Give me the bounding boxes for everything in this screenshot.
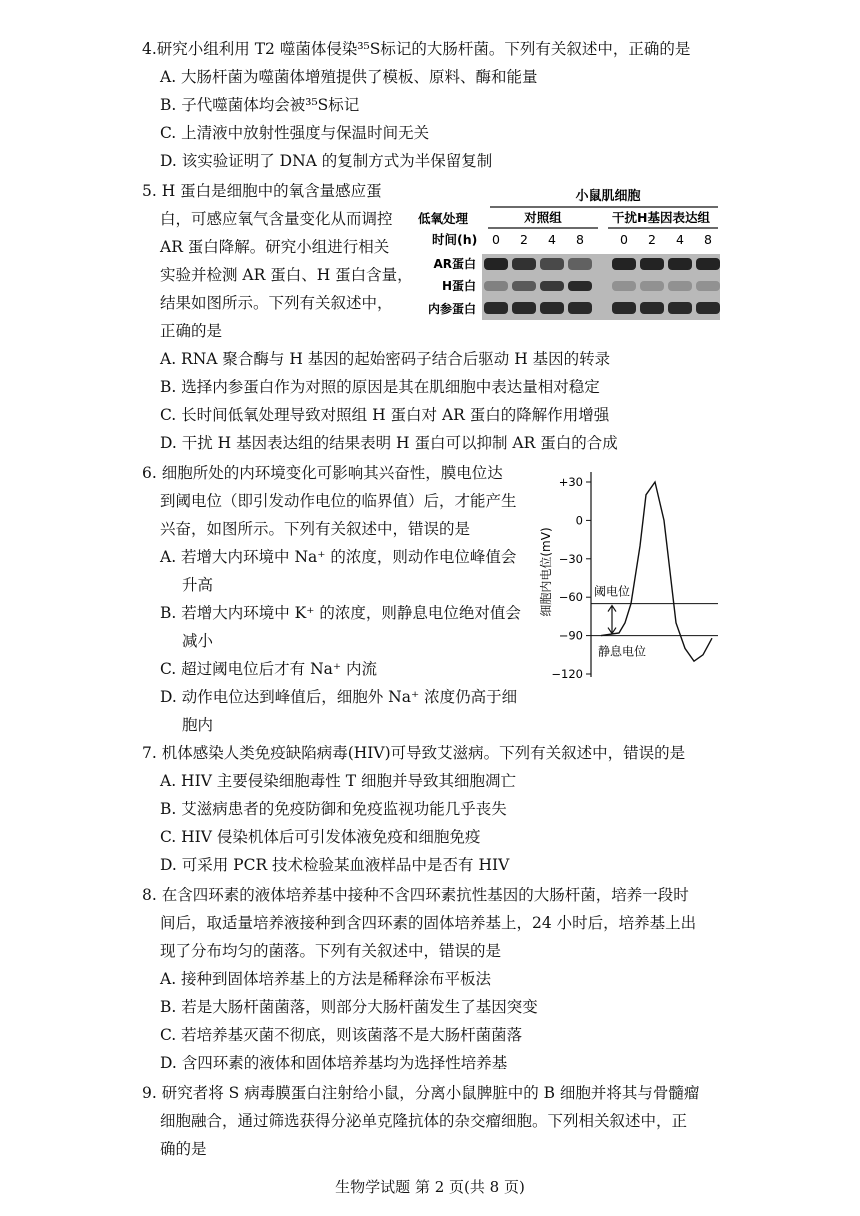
q9-stem-line: 9. 研究者将 S 病毒膜蛋白注射给小鼠，分离小鼠脾脏中的 B 细胞并将其与骨髓瘤: [142, 1084, 700, 1102]
blot-band: [640, 281, 664, 291]
q8-option-d: D. 含四环素的液体和固体培养基均为选择性培养基: [160, 1054, 508, 1072]
q5-stem-line: AR 蛋白降解。研究小组进行相关: [160, 238, 390, 256]
q5-option-d: D. 干扰 H 基因表达组的结果表明 H 蛋白可以抑制 AR 蛋白的合成: [160, 434, 618, 452]
q8-stem-line: 现了分布均匀的菌落。下列有关叙述中，错误的是: [160, 942, 502, 960]
q4-stem: 4.研究小组利用 T2 噬菌体侵染³⁵S标记的大肠杆菌。下列有关叙述中，正确的是: [142, 40, 691, 58]
group-control: 对照组: [524, 210, 562, 225]
time-tick-label: 8: [576, 232, 584, 247]
y-tick-label: +30: [558, 475, 583, 489]
time-ticks: [492, 232, 712, 247]
q7-option-a: A. HIV 主要侵染细胞毒性 T 细胞并导致其细胞凋亡: [160, 772, 517, 790]
blot-band: [568, 302, 592, 314]
q4-option-d: D. 该实验证明了 DNA 的复制方式为半保留复制: [160, 152, 493, 170]
q7-stem: 7. 机体感染人类免疫缺陷病毒(HIV)可导致艾滋病。下列有关叙述中，错误的是: [142, 744, 686, 762]
q9-stem-line: 确的是: [160, 1140, 207, 1158]
q8-option-b: B. 若是大肠杆菌菌落，则部分大肠杆菌发生了基因突变: [160, 998, 538, 1016]
time-tick-label: 0: [492, 232, 500, 247]
q5-stem-line: 正确的是: [160, 322, 223, 340]
blot-band: [668, 302, 692, 314]
q6-option-a-cont: 升高: [182, 576, 214, 594]
y-tick-label: −90: [558, 628, 583, 643]
q9-stem-line: 细胞融合，通过筛选获得分泌单克隆抗体的杂交瘤细胞。下列相关叙述中，正: [160, 1112, 688, 1130]
blot-band: [512, 281, 536, 291]
q4-option-b: B. 子代噬菌体均会被³⁵S标记: [160, 96, 360, 114]
blot-band: [568, 258, 592, 270]
q8-stem-line: 8. 在含四环素的液体培养基中接种不含四环素抗性基因的大肠杆菌，培养一段时: [142, 886, 689, 904]
q8-option-c: C. 若培养基灭菌不彻底，则该菌落不是大肠杆菌菌落: [160, 1026, 523, 1044]
q7-option-b: B. 艾滋病患者的免疫防御和免疫监视功能几乎丧失: [160, 800, 507, 818]
group-interfere: 干扰H基因表达组: [612, 210, 710, 225]
y-tick-label: 0: [575, 513, 583, 528]
blot-band: [640, 302, 664, 314]
blot-band: [512, 258, 536, 270]
y-tick-label: −30: [558, 551, 583, 566]
y-tick-label: −60: [558, 590, 583, 605]
blot-band: [484, 302, 508, 314]
blot-band: [512, 302, 536, 314]
q5-stem-line: 结果如图所示。下列有关叙述中，: [160, 294, 393, 312]
blot-band: [484, 281, 508, 291]
double-arrow-icon: [608, 606, 616, 634]
figure-title: 小鼠肌细胞: [575, 189, 641, 204]
q6-option-b: B. 若增大内环境中 K⁺ 的浓度，则静息电位绝对值会: [160, 604, 521, 622]
q5-option-a: A. RNA 聚合酶与 H 基因的起始密码子结合后驱动 H 基因的转录: [160, 350, 611, 368]
q7-option-d: D. 可采用 PCR 技术检验某血液样品中是否有 HIV: [160, 856, 510, 874]
time-tick-label: 2: [520, 232, 528, 247]
y-axis-label: 细胞内电位(mV): [539, 527, 553, 617]
blot-band: [612, 281, 636, 291]
q6-option-b-cont: 减小: [182, 632, 214, 650]
membrane-potential-chart: [536, 462, 722, 690]
q8-stem-line: 间后，取适量培养液接种到含四环素的固体培养基上，24 小时后，培养基上出: [160, 914, 697, 932]
blot-band: [696, 258, 720, 270]
q4-option-c: C. 上清液中放射性强度与保温时间无关: [160, 124, 430, 142]
western-blot-svg: [418, 186, 728, 326]
time-tick-label: 0: [620, 232, 628, 247]
time-tick-label: 4: [548, 232, 556, 247]
time-tick-label: 4: [676, 232, 684, 247]
threshold-label: 阈电位: [594, 584, 631, 599]
blot-band: [612, 302, 636, 314]
label-hypoxia: 低氧处理: [418, 211, 469, 226]
blot-band: [640, 258, 664, 270]
membrane-potential-svg: [536, 462, 722, 690]
blot-band: [668, 258, 692, 270]
blot-band: [696, 281, 720, 291]
blot-band: [484, 258, 508, 270]
blot-band: [568, 281, 592, 291]
q4-option-a: A. 大肠杆菌为噬菌体增殖提供了模板、原料、酶和能量: [160, 68, 538, 86]
blot-band: [696, 302, 720, 314]
q8-option-a: A. 接种到固体培养基上的方法是稀释涂布平板法: [160, 970, 492, 988]
label-time: 时间(h): [432, 232, 478, 247]
blot-band: [668, 281, 692, 291]
q5-stem-line: 白，可感应氧气含量变化从而调控: [160, 210, 393, 228]
q6-option-a: A. 若增大内环境中 Na⁺ 的浓度，则动作电位峰值会: [160, 548, 517, 566]
q5-stem-line: 实验并检测 AR 蛋白、H 蛋白含量，: [160, 266, 413, 284]
y-ticks: [551, 475, 591, 681]
q7-option-c: C. HIV 侵染机体后可引发体液免疫和细胞免疫: [160, 828, 481, 846]
blot-band: [540, 281, 564, 291]
time-tick-label: 8: [704, 232, 712, 247]
y-tick-label: −120: [551, 667, 583, 681]
blot-band: [612, 258, 636, 270]
q6-stem-line: 6. 细胞所处的内环境变化可影响其兴奋性，膜电位达: [142, 464, 503, 482]
q5-option-c: C. 长时间低氧处理导致对照组 H 蛋白对 AR 蛋白的降解作用增强: [160, 406, 610, 424]
q5-stem-line: 5. H 蛋白是细胞中的氧含量感应蛋: [142, 182, 382, 200]
band-label-ref: 内参蛋白: [427, 302, 476, 316]
time-tick-label: 2: [648, 232, 656, 247]
q6-stem-line: 兴奋，如图所示。下列有关叙述中，错误的是: [160, 520, 471, 538]
action-potential-curve: [601, 482, 712, 661]
western-blot-figure: [418, 186, 728, 326]
page-footer: 生物学试题 第 2 页(共 8 页): [335, 1178, 525, 1196]
q6-option-d: D. 动作电位达到峰值后，细胞外 Na⁺ 浓度仍高于细: [160, 688, 518, 706]
q6-option-d-cont: 胞内: [182, 716, 214, 734]
band-label-ar: AR蛋白: [433, 257, 476, 271]
resting-label: 静息电位: [598, 644, 647, 659]
q5-option-b: B. 选择内参蛋白作为对照的原因是其在肌细胞中表达量相对稳定: [160, 378, 600, 396]
blot-band: [540, 302, 564, 314]
blot-band: [540, 258, 564, 270]
q6-option-c: C. 超过阈电位后才有 Na⁺ 内流: [160, 660, 378, 678]
band-label-h: H蛋白: [441, 279, 476, 293]
q6-stem-line: 到阈电位（即引发动作电位的临界值）后，才能产生: [160, 492, 517, 510]
